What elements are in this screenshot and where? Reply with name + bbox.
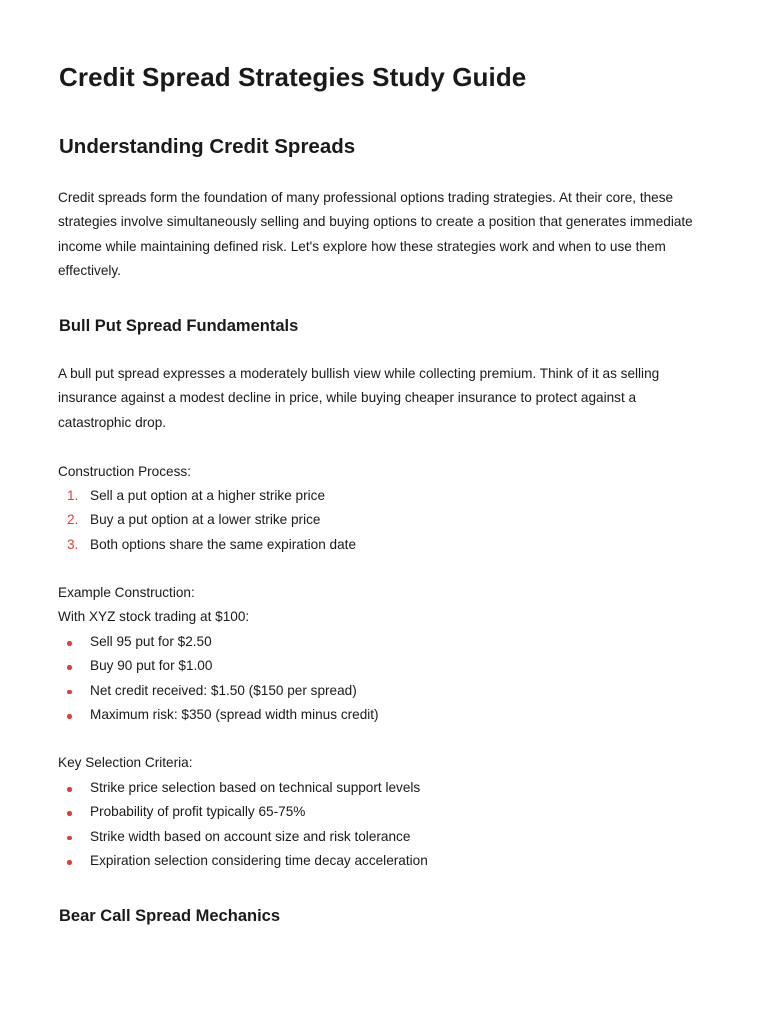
bullet-icon (67, 811, 72, 816)
list-item-text: Net credit received: $1.50 ($150 per spread) (90, 682, 357, 698)
list-number: 3. (67, 536, 79, 552)
list-item-text: Maximum risk: $350 (spread width minus credit) (90, 707, 379, 723)
list-item-text: Both options share the same expiration date (90, 536, 357, 552)
example-label: Example Construction: (58, 585, 195, 600)
bull-put-heading: Bull Put Spread Fundamentals (59, 317, 299, 335)
list-item-text: Sell a put option at a higher strike price (90, 488, 326, 503)
list-item-text: Buy 90 put for $1.00 (90, 658, 213, 674)
list-item (58, 630, 379, 654)
criteria-items-list (58, 776, 428, 874)
list-number: 2. (67, 512, 79, 528)
list-item (58, 776, 428, 800)
bullet-icon (67, 860, 72, 865)
bullet-icon (67, 690, 72, 695)
list-item-text: Sell 95 put for $2.50 (90, 634, 212, 649)
list-item (58, 508, 356, 532)
criteria-label: Key Selection Criteria: (58, 755, 193, 770)
list-item (58, 533, 356, 557)
list-item (58, 654, 379, 678)
list-number: 1. (67, 488, 79, 503)
bear-call-heading: Bear Call Spread Mechanics (59, 907, 281, 925)
bull-put-intro-paragraph: A bull put spread expresses a moderately bullish view while collecting premium. Think of it as selling insurance against a modest decline in price, while buying cheaper insurance to protect against a catastrophic drop. (58, 366, 660, 430)
section-heading: Understanding Credit Spreads (59, 135, 356, 158)
bullet-icon (67, 641, 72, 646)
list-item-text: Buy a put option at a lower strike price (90, 512, 321, 528)
bullet-icon (67, 787, 72, 792)
example-items-list (58, 630, 379, 728)
bullet-icon (67, 665, 72, 670)
list-item-text: Probability of profit typically 65-75% (90, 804, 306, 820)
list-item (58, 484, 356, 508)
list-item-text: Strike price selection based on technical support levels (90, 780, 421, 795)
list-item-text: Expiration selection considering time decay acceleration (90, 853, 428, 869)
section-intro-paragraph: Credit spreads form the foundation of many professional options trading strategies. At their core, these strategies involve simultaneously selling and buying options to create a position that generates immediate income while maintaining defined risk. Let's explore how these strategies work and when to use them effectively. (58, 190, 693, 279)
bullet-icon (67, 714, 72, 719)
list-item (58, 825, 428, 849)
list-item (58, 849, 428, 873)
document-title: Credit Spread Strategies Study Guide (59, 62, 527, 92)
construction-label: Construction Process: (58, 464, 191, 479)
example-context: With XYZ stock trading at $100: (58, 609, 250, 624)
list-item (58, 703, 379, 727)
bullet-icon (67, 836, 72, 841)
construction-steps-list (58, 484, 356, 557)
list-item-text: Strike width based on account size and risk tolerance (90, 828, 411, 844)
list-item (58, 679, 379, 703)
list-item (58, 800, 428, 824)
